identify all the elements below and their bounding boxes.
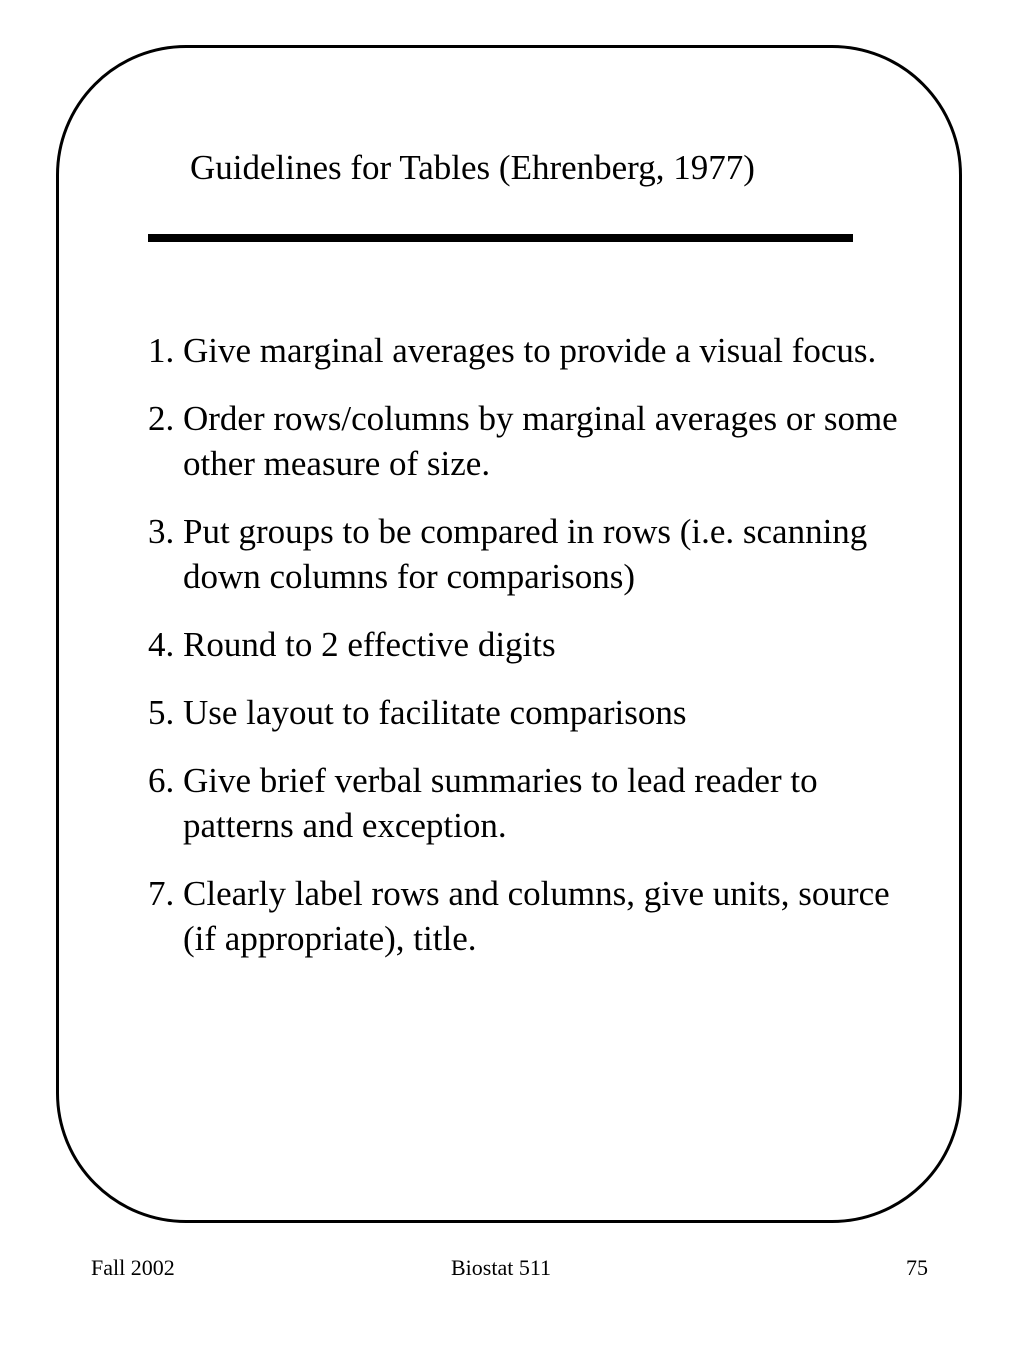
item-number: 6.: [148, 761, 175, 800]
item-number: 3.: [148, 512, 175, 551]
list-item: [148, 690, 908, 735]
list-item: [148, 328, 908, 373]
list-item: [148, 396, 908, 486]
item-text: Put groups to be compared in rows (i.e. scanning down columns for comparisons): [183, 512, 868, 596]
list-item: [148, 758, 908, 848]
item-number: 4.: [148, 625, 175, 664]
item-text: Give brief verbal summaries to lead reader to patterns and exception.: [183, 761, 818, 845]
footer-term: Fall 2002: [91, 1255, 175, 1280]
item-number: 7.: [148, 874, 175, 913]
list-item: [148, 622, 908, 667]
footer-course: Biostat 511: [451, 1255, 552, 1280]
item-text: Clearly label rows and columns, give units, source (if appropriate), title.: [183, 874, 890, 958]
slide-title: Guidelines for Tables (Ehrenberg, 1977): [190, 148, 755, 187]
item-number: 2.: [148, 399, 175, 438]
footer-page-number: 75: [906, 1255, 928, 1280]
item-text: Round to 2 effective digits: [183, 625, 556, 664]
guideline-list: [148, 328, 908, 984]
item-number: 1.: [148, 331, 175, 370]
title-divider: [148, 234, 853, 242]
item-text: Order rows/columns by marginal averages or some other measure of size.: [183, 399, 898, 483]
item-text: Give marginal averages to provide a visual focus.: [183, 331, 877, 370]
item-text: Use layout to facilitate comparisons: [183, 693, 687, 732]
item-number: 5.: [148, 693, 175, 732]
list-item: [148, 871, 908, 961]
list-item: [148, 509, 908, 599]
